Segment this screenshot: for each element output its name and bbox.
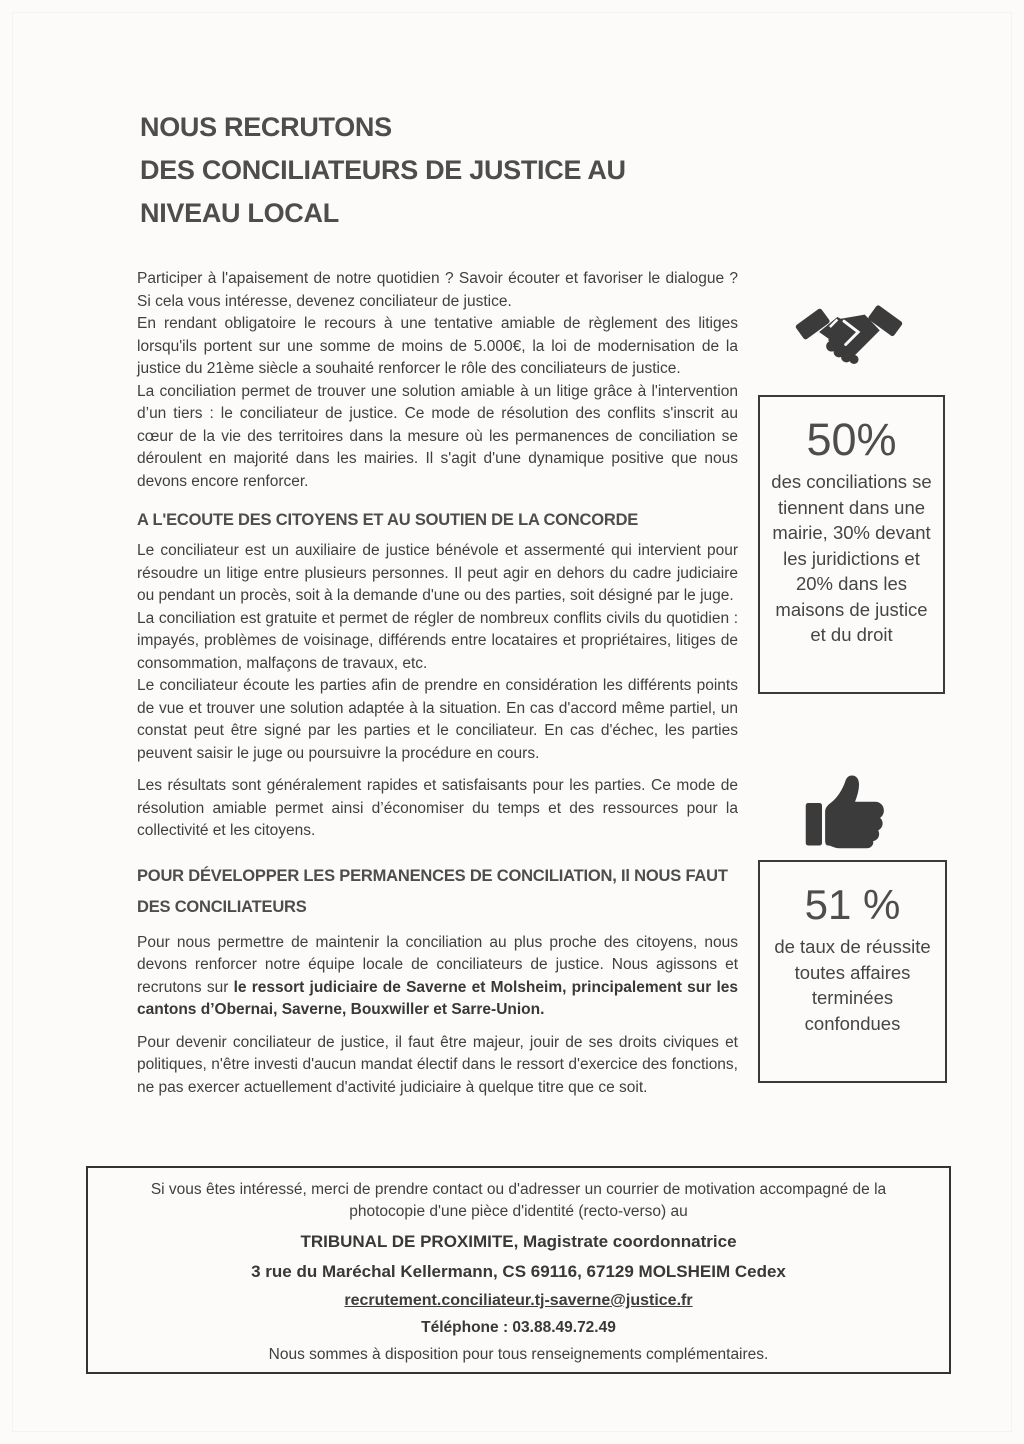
contact-intro: Si vous êtes intéressé, merci de prendre contact ou d'adresser un courrier de motivation accompagné de la photocopie d'une pièce d'identité (recto-verso) au [150, 1181, 887, 1220]
stat-mairie-value: 50% [806, 414, 897, 465]
stat-reussite-description: de taux de réussite toutes affaires terminées confondues [774, 936, 931, 1034]
stat-box-mairie [758, 395, 945, 694]
results-paragraph: Les résultats sont généralement rapides et satisfaisants pour les parties. Ce mode de résolution amiable permet ainsi d’économiser du temps et des ressources pour la collectivité et les citoyens. [137, 777, 738, 839]
contact-address: 3 rue du Maréchal Kellermann, CS 69116, 67129 MOLSHEIM Cedex [251, 1262, 786, 1281]
section-heading-ecoute: A L'ECOUTE DES CITOYENS ET AU SOUTIEN DE LA CONCORDE [137, 511, 639, 529]
recruit-paragraph-lead: Pour nous permettre de maintenir la conciliation au plus proche des citoyens, nous devons renforcer notre équipe locale de conciliateurs de justice. Nous agissons et recrutons sur [137, 933, 738, 996]
page-title [140, 106, 626, 235]
listen-paragraph-2: La conciliation est gratuite et permet de régler de nombreux conflits civils du quotidien : impayés, problèmes de voisinage, différends entre locataires et propriétaires, litiges de consommation, malfaçons de travaux, etc. [137, 609, 738, 672]
recruit-paragraph-bold: le ressort judiciaire de Saverne et Molsheim, principalement sur les cantons d’Obernai, Saverne, Bouxwiller et Sarre-Union. [137, 978, 738, 1018]
listen-paragraph-1: Le conciliateur est un auxiliaire de justice bénévole et assermenté qui intervient pour résoudre un litige entre plusieurs personnes. Il peut agir en dehors du cadre judiciaire ou pendant un procès, soit à la demande d'une ou des parties, soit désigné par le juge. [137, 542, 738, 604]
thumbs-up-icon [799, 773, 895, 853]
stat-box-reussite [758, 860, 947, 1083]
recruit-paragraph [137, 932, 738, 1022]
stat-reussite-value: 51 % [804, 881, 901, 928]
main-text-column [137, 268, 738, 1099]
intro-paragraph-3: La conciliation permet de trouver une solution amiable à un litige grâce à l'intervention d’un tiers : le conciliateur de justice. Ce mode de résolution des conflits s'inscrit au cœur de la vie des territoires dans la mesure où les permanences de conciliation se déroulent en majorité dans les mairies. Il s'agit d'une dynamique positive que nous devons encore renforcer. [137, 382, 738, 490]
listen-paragraph-3: Le conciliateur écoute les parties afin de prendre en considération les différents points de vue et trouver une solution adaptée à la situation. En cas d'accord même partiel, un constat peut être signé par les parties et le conciliateur. En cas d'échec, les parties peuvent saisir le juge ou poursuivre la procédure en cours. [137, 677, 738, 762]
section-heading-developper [137, 861, 738, 923]
page-title-line1: NOUS RECRUTONS [140, 112, 392, 142]
contact-email-link[interactable]: recrutement.conciliateur.tj-saverne@justice.fr [344, 1292, 693, 1309]
contact-organisation: TRIBUNAL DE PROXIMITE, Magistrate coordonnatrice [300, 1232, 737, 1251]
intro-paragraph-2: En rendant obligatoire le recours à une tentative amiable de règlement des litiges lorsqu'ils portent sur une somme de moins de 5.000€, la loi de modernisation de la justice du 21ème siècle a souhaité renforcer le rôle des conciliateurs de justice. [137, 315, 738, 377]
intro-paragraph-1: Participer à l'apaisement de notre quotidien ? Savoir écouter et favoriser le dialogue ? Si cela vous intéresse, devenez conciliateur de justice. [137, 270, 738, 310]
contact-outro: Nous sommes à disposition pour tous renseignements complémentaires. [268, 1346, 769, 1363]
contact-phone: Téléphone : 03.88.49.72.49 [421, 1319, 616, 1336]
handshake-icon [795, 301, 903, 373]
stat-mairie-description: des conciliations se tiennent dans une mairie, 30% devant les juridictions et 20% dans les maisons de justice et du droit [771, 471, 932, 645]
page-title-line2: DES CONCILIATEURS DE JUSTICE AU [140, 155, 626, 185]
section-heading-developper-line1: POUR DÉVELOPPER LES PERMANENCES DE CONCILIATION, Il NOUS FAUT [137, 866, 728, 885]
page-title-line3: NIVEAU LOCAL [140, 198, 339, 228]
conditions-paragraph: Pour devenir conciliateur de justice, il faut être majeur, jouir de ses droits civiques et politiques, n'être investi d'aucun mandat électif dans le ressort d'exercice des fonctions, ne pas exercer actuellement d'activité judiciaire à quelque titre que ce soit. [137, 1033, 738, 1096]
section-heading-developper-line2: DES CONCILIATEURS [137, 897, 307, 916]
contact-box [86, 1166, 951, 1374]
